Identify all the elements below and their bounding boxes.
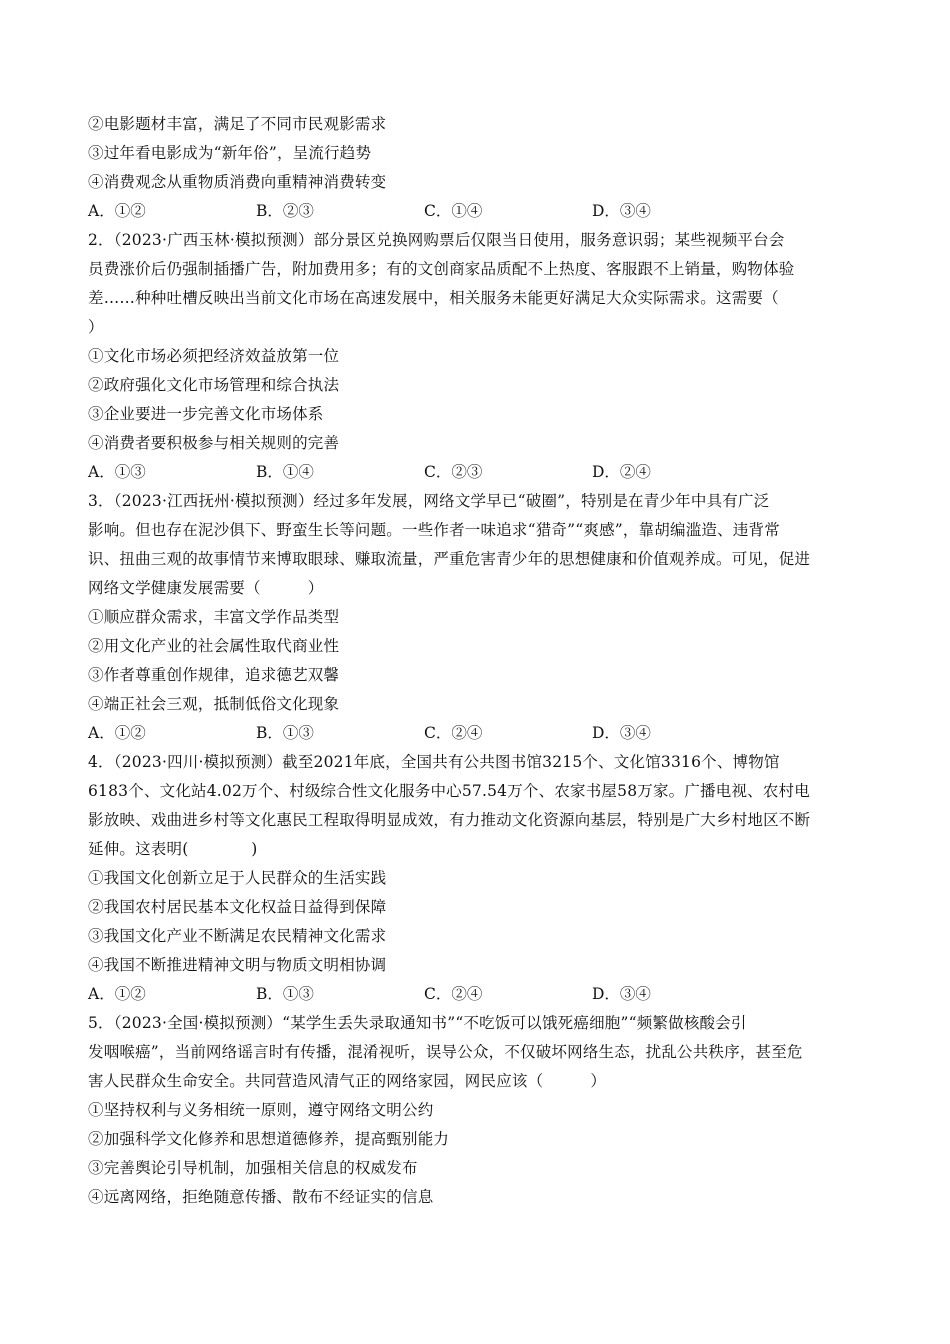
q4-stem-line-2: 6183个、文化站4.02万个、村级综合性文化服务中心57.54万个、农家书屋58万家。广播电视、农村电 (88, 782, 810, 800)
question-5 (88, 1009, 878, 1212)
q2-options (88, 458, 878, 487)
question-4 (88, 748, 878, 1009)
question-3 (88, 487, 878, 748)
q2-option-a: A．①③ (88, 463, 146, 481)
q4-option-a: A．①② (88, 985, 146, 1003)
q1-item-3: ③过年看电影成为“新年俗”，呈流行趋势 (88, 144, 372, 162)
q4-item-2: ②我国农村居民基本文化权益日益得到保障 (88, 898, 387, 916)
q3-stem-line-3: 识、扭曲三观的故事情节来博取眼球、赚取流量，严重危害青少年的思想健康和价值观养成。可见，促进 (88, 550, 811, 568)
q5-stem-line-2: 发咽喉癌”，当前网络谣言时有传播，混淆视听，误导公众，不仅破坏网络生态，扰乱公共秩序，甚至危 (88, 1043, 803, 1061)
q5-item-4: ④远离网络，拒绝随意传播、散布不经证实的信息 (88, 1188, 434, 1206)
q4-stem-line-1: 4．（2023·四川·模拟预测）截至2021年底，全国共有公共图书馆3215个、文化馆3316个、博物馆 (88, 753, 780, 771)
q2-item-3: ③企业要进一步完善文化市场体系 (88, 405, 324, 423)
q2-option-c: C．②③ (424, 463, 483, 481)
q3-item-3: ③作者尊重创作规律，追求德艺双馨 (88, 666, 340, 684)
q3-stem-line-4: 网络文学健康发展需要（ ） (88, 579, 324, 597)
q2-stem-line-4: ） (88, 318, 104, 336)
q4-stem-line-3: 影放映、戏曲进乡村等文化惠民工程取得明显成效，有力推动文化资源向基层，特别是广大乡村地区不断 (88, 811, 811, 829)
q2-option-d: D．②④ (592, 463, 651, 481)
q3-item-4: ④端正社会三观，抵制低俗文化现象 (88, 695, 340, 713)
q4-item-1: ①我国文化创新立足于人民群众的生活实践 (88, 869, 387, 887)
q2-item-4: ④消费者要积极参与相关规则的完善 (88, 434, 340, 452)
q1-item-2: ②电影题材丰富，满足了不同市民观影需求 (88, 115, 387, 133)
q5-stem-line-1: 5．（2023·全国·模拟预测）“某学生丢失录取通知书”“不吃饭可以饿死癌细胞”“频繁做核酸会引 (88, 1014, 747, 1032)
q4-options (88, 980, 878, 1009)
q3-stem-line-2: 影响。但也存在泥沙俱下、野蛮生长等问题。一些作者一味追求“猎奇”“爽感”，靠胡编滥造、违背常 (88, 521, 780, 539)
q2-item-2: ②政府强化文化市场管理和综合执法 (88, 376, 340, 394)
q4-stem-line-4: 延伸。这表明( ) (88, 840, 258, 858)
q1-options (88, 197, 878, 226)
q3-stem-line-1: 3．（2023·江西抚州·模拟预测）经过多年发展，网络文学早已“破圈”，特别是在青少年中具有广泛 (88, 492, 770, 510)
q3-item-2: ②用文化产业的社会属性取代商业性 (88, 637, 340, 655)
q5-item-2: ②加强科学文化修养和思想道德修养，提高甄别能力 (88, 1130, 450, 1148)
q5-item-1: ①坚持权利与义务相统一原则，遵守网络文明公约 (88, 1101, 434, 1119)
q3-option-c: C．②④ (424, 724, 483, 742)
q3-item-1: ①顺应群众需求，丰富文学作品类型 (88, 608, 340, 626)
q1-option-b: B．②③ (256, 202, 314, 220)
q5-item-3: ③完善舆论引导机制，加强相关信息的权威发布 (88, 1159, 418, 1177)
q4-option-d: D．③④ (592, 985, 651, 1003)
question-2 (88, 226, 878, 487)
q5-stem-line-3: 害人民群众生命安全。共同营造风清气正的网络家园，网民应该（ ） (88, 1072, 607, 1090)
q2-option-b: B．①④ (256, 463, 314, 481)
q3-options (88, 719, 878, 748)
document-page (88, 110, 878, 1212)
q3-option-d: D．③④ (592, 724, 651, 742)
q2-stem-line-1: 2．（2023·广西玉林·模拟预测）部分景区兑换网购票后仅限当日使用，服务意识弱；某些视频平台会 (88, 231, 785, 249)
q2-stem-line-2: 员费涨价后仍强制插播广告，附加费用多；有的文创商家品质配不上热度、客服跟不上销量，购物体验 (88, 260, 795, 278)
q1-item-4: ④消费观念从重物质消费向重精神消费转变 (88, 173, 387, 191)
q2-stem-line-3: 差……种种吐槽反映出当前文化市场在高速发展中，相关服务未能更好满足大众实际需求。这需要（ (88, 289, 779, 307)
q2-item-1: ①文化市场必须把经济效益放第一位 (88, 347, 340, 365)
q4-item-3: ③我国文化产业不断满足农民精神文化需求 (88, 927, 387, 945)
q4-option-b: B．①③ (256, 985, 314, 1003)
question-1 (88, 110, 878, 226)
q1-option-d: D．③④ (592, 202, 651, 220)
q3-option-a: A．①② (88, 724, 146, 742)
q4-item-4: ④我国不断推进精神文明与物质文明相协调 (88, 956, 387, 974)
q4-option-c: C．②④ (424, 985, 483, 1003)
q1-option-a: A．①② (88, 202, 146, 220)
q1-option-c: C．①④ (424, 202, 483, 220)
q3-option-b: B．①③ (256, 724, 314, 742)
